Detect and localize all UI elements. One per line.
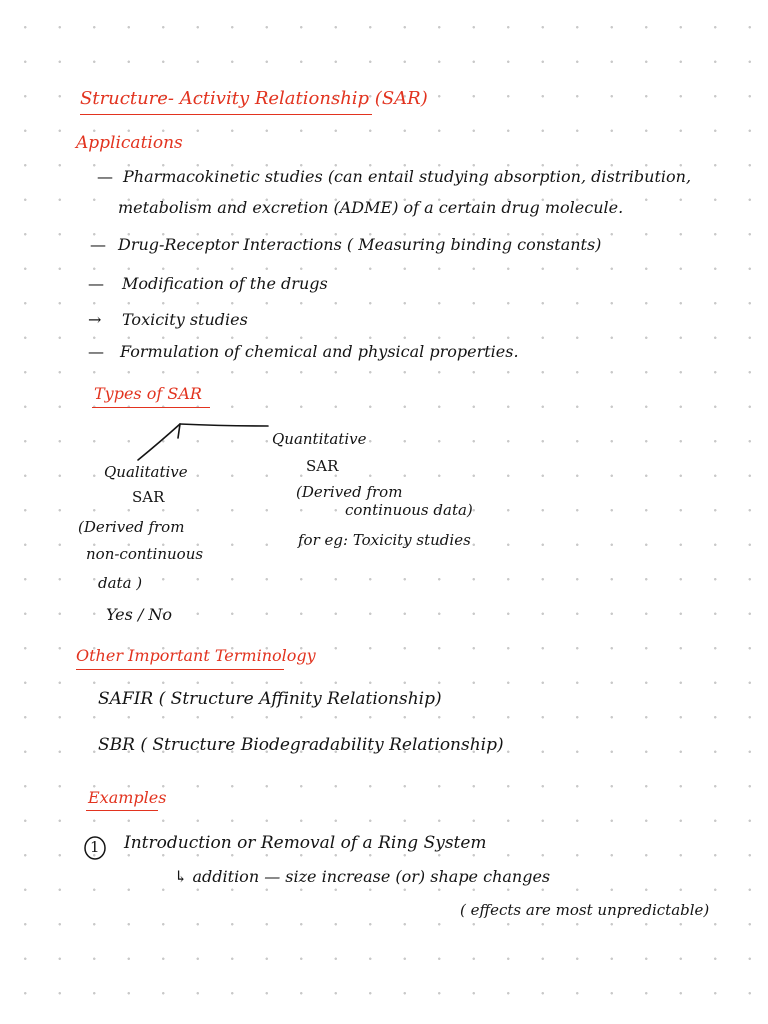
- pk-line1: Pharmacokinetic studies (can entail studying absorption, distribution,: [123, 167, 692, 186]
- toxicity-item: Toxicity studies: [122, 310, 248, 329]
- example1-note: ( effects are most unpredictable): [460, 901, 710, 919]
- applications-heading: Applications: [76, 133, 183, 153]
- drug-receptor-item: Drug-Receptor Interactions ( Measuring binding constants): [118, 235, 602, 254]
- qualitative-name: Qualitative: [104, 463, 188, 481]
- examples-heading: Examples: [88, 788, 167, 807]
- qualitative-sar: SAR: [132, 488, 165, 506]
- terminology-heading: Other Important Terminology: [76, 646, 316, 665]
- bullet-dash: —: [97, 167, 113, 186]
- types-heading-underline: [92, 407, 210, 408]
- terminology-heading-underline: [76, 669, 284, 670]
- types-heading: Types of SAR: [94, 384, 202, 403]
- example1-title: Introduction or Removal of a Ring System: [124, 833, 487, 853]
- quantitative-desc1: (Derived from: [296, 483, 403, 501]
- tree-branch-left: [138, 424, 180, 460]
- qualitative-desc1: (Derived from: [78, 518, 185, 536]
- sbr-term: SBR ( Structure Biodegradability Relationship): [98, 735, 504, 755]
- formulation-item: Formulation of chemical and physical properties.: [120, 342, 519, 361]
- examples-heading-underline: [86, 810, 158, 811]
- example-number: 1: [90, 838, 100, 856]
- main-heading-underline: [80, 114, 372, 115]
- bullet-arrow: →: [88, 310, 102, 329]
- example1-sub: ↳ addition — size increase (or) shape changes: [174, 867, 551, 886]
- safir-term: SAFIR ( Structure Affinity Relationship): [98, 689, 442, 709]
- qualitative-desc2: non-continuous: [86, 545, 204, 563]
- bullet-dash: —: [88, 274, 104, 293]
- tree-branch-horizontal: [180, 424, 268, 426]
- qualitative-answer: Yes / No: [106, 605, 173, 624]
- modification-item: Modification of the drugs: [122, 274, 328, 293]
- qualitative-desc3: data ): [98, 574, 143, 592]
- quantitative-desc2: continuous data): [345, 501, 473, 519]
- bullet-dash: —: [88, 342, 104, 361]
- bullet-dash: —: [90, 235, 106, 254]
- main-heading: Structure- Activity Relationship (SAR): [80, 88, 428, 109]
- quantitative-name: Quantitative: [272, 430, 367, 448]
- pk-line2: metabolism and excretion (ADME) of a certain drug molecule.: [118, 198, 624, 217]
- quantitative-sar: SAR: [306, 457, 339, 475]
- quantitative-example: for eg: Toxicity studies: [298, 531, 471, 549]
